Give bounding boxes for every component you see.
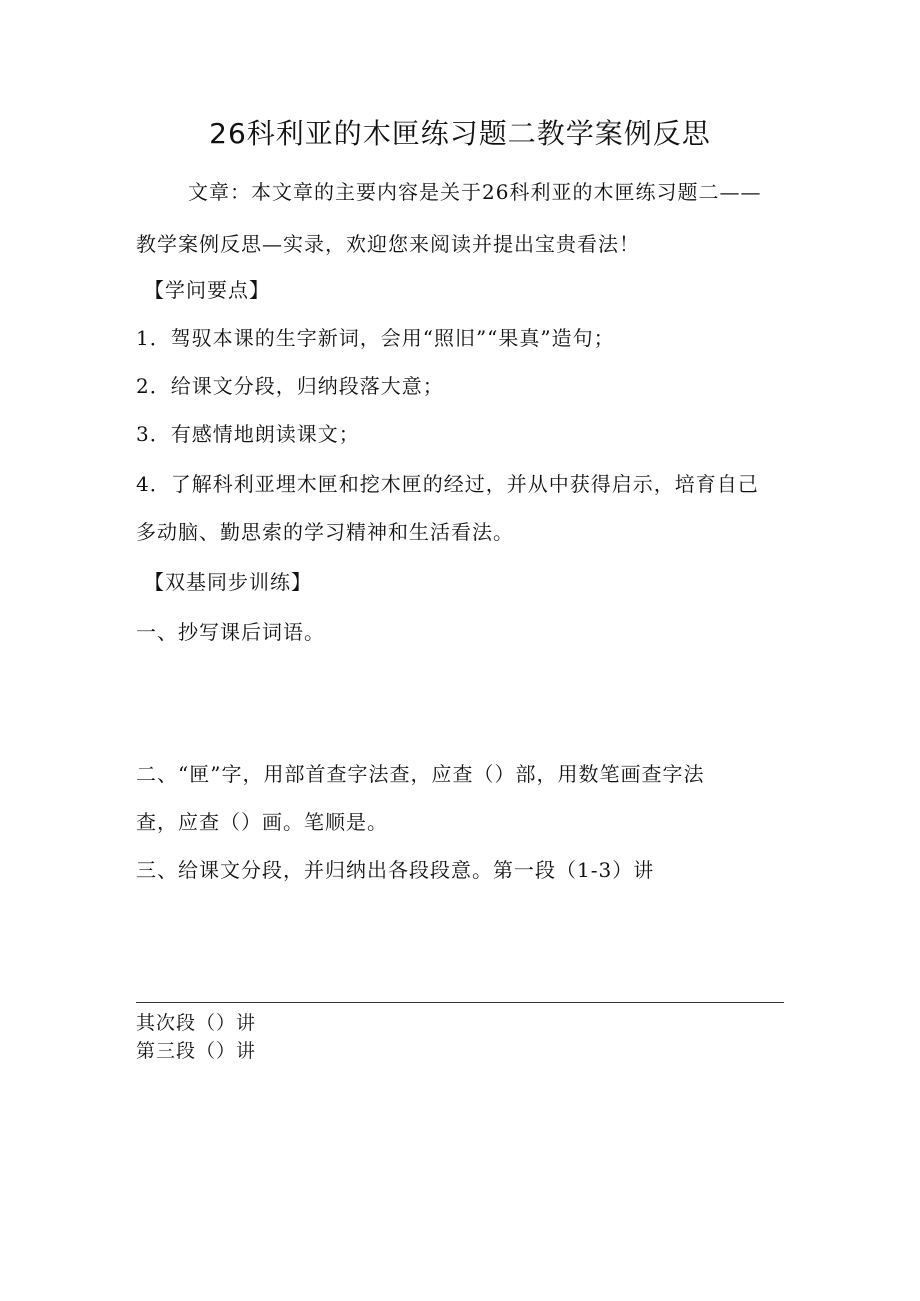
knowledge-point: 1．驾驭本课的生字新词，会用“照旧”“果真”造句； bbox=[136, 326, 615, 350]
question-3: 三、给课文分段，并归纳出各段段意。第一段（1-3）讲 bbox=[136, 858, 655, 882]
section-3-line: 第三段（）讲 bbox=[136, 1040, 257, 1062]
knowledge-point: 4．了解科利亚埋木匣和挖木匣的经过，并从中获得启示，培育自己 bbox=[136, 472, 759, 496]
document-title: 26科利亚的木匣练习题二教学案例反思 bbox=[209, 117, 711, 150]
section-2-line: 其次段（）讲 bbox=[136, 1012, 257, 1034]
answer-underline bbox=[136, 1002, 784, 1003]
question-2-line-2: 查，应查（）画。笔顺是。 bbox=[136, 810, 388, 834]
training-heading: 【双基同步训练】 bbox=[144, 570, 312, 594]
knowledge-point: 2．给课文分段，归纳段落大意； bbox=[136, 374, 444, 398]
question-2-line-1: 二、“匣”字，用部首查字法查，应查（）部，用数笔画查字法 bbox=[136, 762, 705, 786]
knowledge-point: 3．有感情地朗读课文； bbox=[136, 422, 360, 446]
knowledge-heading: 【学问要点】 bbox=[144, 278, 270, 302]
intro-line-1: 文章：本文章的主要内容是关于26科利亚的木匣练习题二—— bbox=[188, 180, 762, 204]
knowledge-point-continued: 多动脑、勤思索的学习精神和生活看法。 bbox=[136, 520, 514, 544]
question-1: 一、抄写课后词语。 bbox=[136, 620, 325, 644]
intro-line-2: 教学案例反思—实录，欢迎您来阅读并提出宝贵看法！ bbox=[136, 232, 640, 256]
